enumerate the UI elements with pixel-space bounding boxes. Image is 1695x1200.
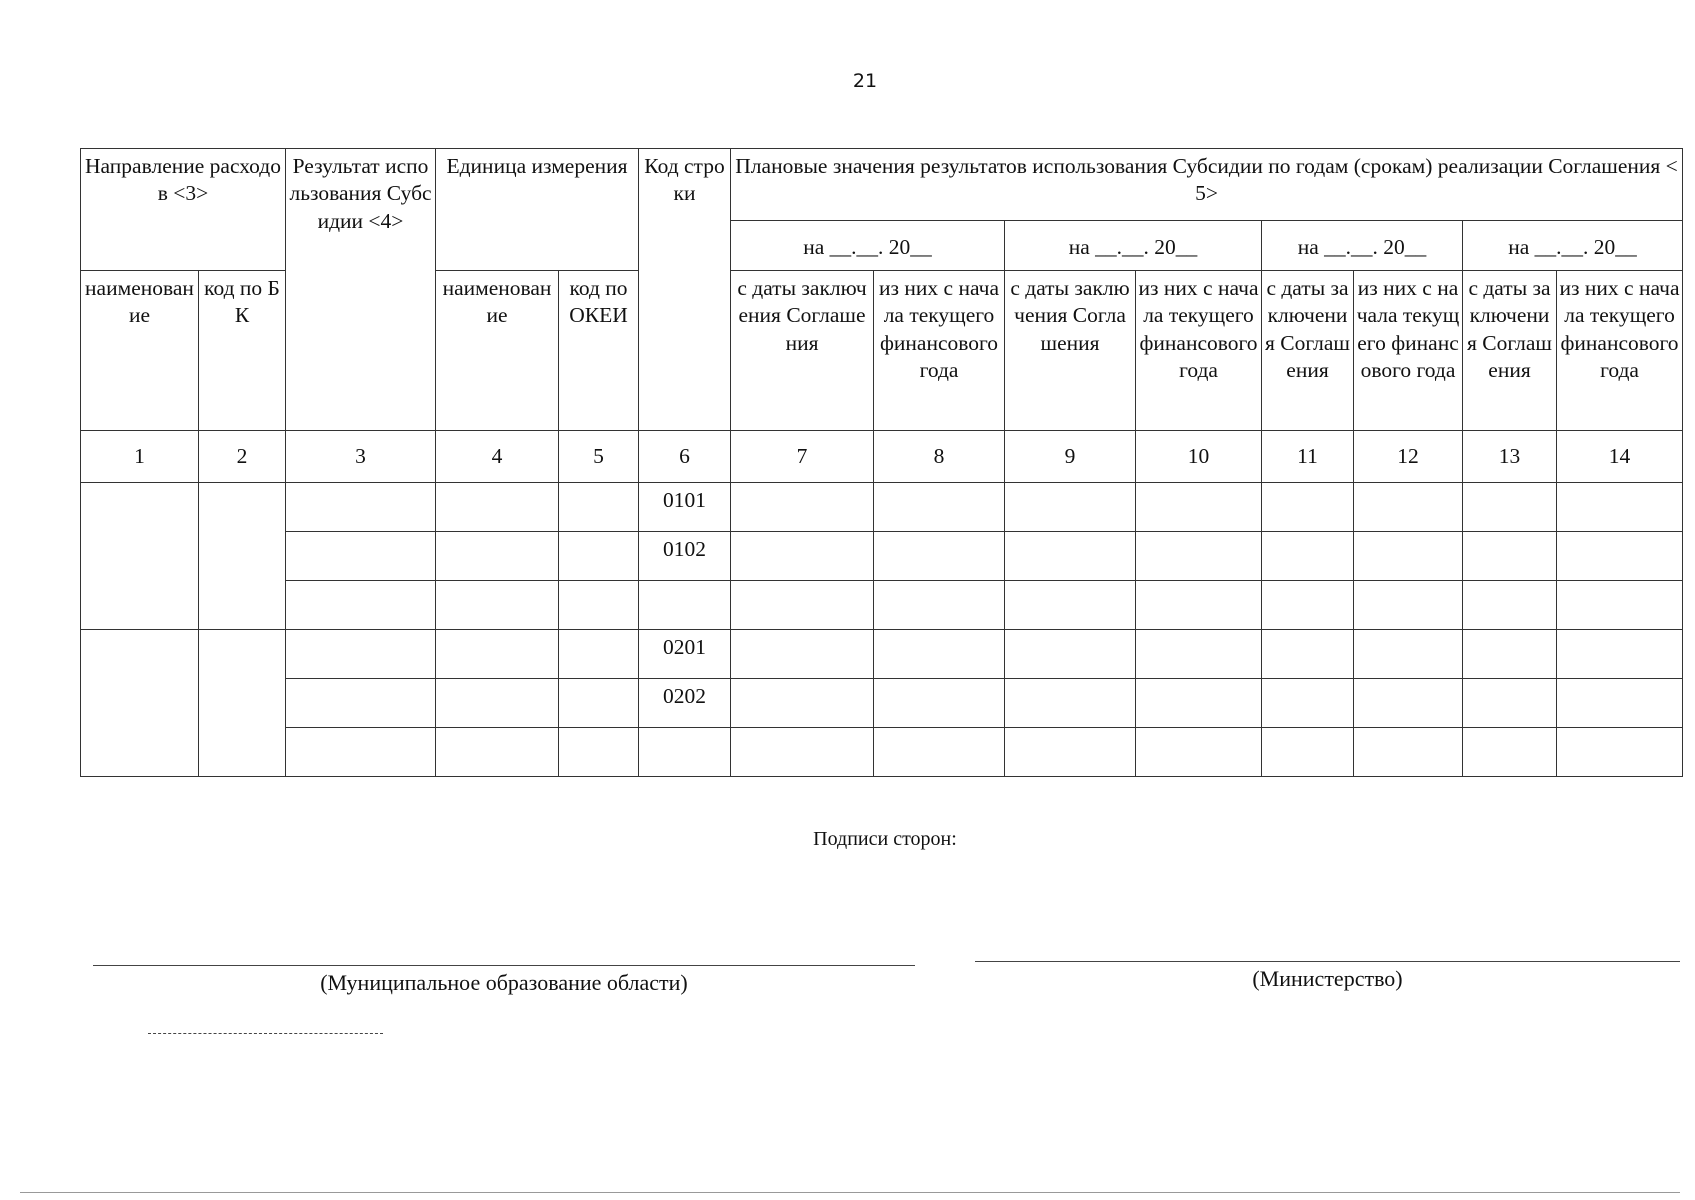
value-cell	[1354, 728, 1463, 777]
result-cell	[286, 728, 436, 777]
value-cell	[1354, 483, 1463, 532]
okei-code-cell	[559, 679, 639, 728]
value-cell	[1005, 581, 1136, 630]
header-name: наименование	[81, 271, 199, 431]
value-cell	[1136, 532, 1262, 581]
signatures-title: Подписи сторон:	[813, 828, 957, 850]
unit-name-cell	[436, 728, 559, 777]
column-number: 5	[559, 431, 639, 483]
value-cell	[1463, 581, 1557, 630]
right-signature-line	[975, 961, 1680, 962]
result-cell	[286, 630, 436, 679]
result-cell	[286, 532, 436, 581]
okei-code-cell	[559, 630, 639, 679]
column-number: 10	[1136, 431, 1262, 483]
header-since-year-3: из них с начала текущего финансового года	[1354, 271, 1463, 431]
value-cell	[1354, 679, 1463, 728]
column-number: 9	[1005, 431, 1136, 483]
value-cell	[731, 532, 874, 581]
column-number: 4	[436, 431, 559, 483]
value-cell	[1136, 630, 1262, 679]
okei-code-cell	[559, 728, 639, 777]
value-cell	[874, 581, 1005, 630]
value-cell	[731, 630, 874, 679]
header-period-2: на __.__. 20__	[1005, 221, 1262, 271]
header-direction: Направление расходов <3>	[81, 149, 286, 271]
value-cell	[1136, 581, 1262, 630]
right-signature-caption: (Министерство)	[1252, 966, 1403, 991]
value-cell	[1005, 483, 1136, 532]
value-cell	[1005, 630, 1136, 679]
value-cell	[1136, 483, 1262, 532]
value-cell	[874, 679, 1005, 728]
column-number: 1	[81, 431, 199, 483]
value-cell	[1005, 728, 1136, 777]
value-cell	[731, 679, 874, 728]
value-cell	[1262, 630, 1354, 679]
bk-code-cell	[199, 630, 286, 777]
header-since-year-4: из них с начала текущего финансового года	[1557, 271, 1683, 431]
value-cell	[1136, 679, 1262, 728]
value-cell	[1557, 532, 1683, 581]
value-cell	[1262, 728, 1354, 777]
unit-name-cell	[436, 581, 559, 630]
value-cell	[874, 728, 1005, 777]
header-from-date-1: с даты заключения Соглашения	[731, 271, 874, 431]
value-cell	[1557, 581, 1683, 630]
row-code-cell: 0102	[639, 532, 731, 581]
column-number: 11	[1262, 431, 1354, 483]
row-code-cell	[639, 728, 731, 777]
value-cell	[1354, 630, 1463, 679]
header-from-date-4: с даты заключения Соглашения	[1463, 271, 1557, 431]
okei-code-cell	[559, 483, 639, 532]
value-cell	[1136, 728, 1262, 777]
value-cell	[874, 630, 1005, 679]
header-okei-code: код по ОКЕИ	[559, 271, 639, 431]
header-since-year-1: из них с начала текущего финансового года	[874, 271, 1005, 431]
column-number: 12	[1354, 431, 1463, 483]
direction-name-cell	[81, 483, 199, 630]
value-cell	[1262, 581, 1354, 630]
column-number: 13	[1463, 431, 1557, 483]
column-number: 6	[639, 431, 731, 483]
value-cell	[731, 581, 874, 630]
unit-name-cell	[436, 630, 559, 679]
header-unit: Единица измерения	[436, 149, 639, 271]
value-cell	[1354, 581, 1463, 630]
value-cell	[874, 483, 1005, 532]
left-signature-line	[93, 965, 915, 966]
value-cell	[1463, 728, 1557, 777]
value-cell	[731, 483, 874, 532]
value-cell	[1262, 679, 1354, 728]
value-cell	[1557, 679, 1683, 728]
header-unit-name: наименование	[436, 271, 559, 431]
page-number: 21	[852, 70, 878, 92]
column-number: 2	[199, 431, 286, 483]
planned-values-table	[80, 148, 1683, 777]
value-cell	[1354, 532, 1463, 581]
left-signature-caption: (Муниципальное образование области)	[320, 970, 688, 995]
value-cell	[1557, 483, 1683, 532]
value-cell	[1005, 532, 1136, 581]
column-number: 14	[1557, 431, 1683, 483]
footnote-separator	[148, 1033, 383, 1034]
result-cell	[286, 483, 436, 532]
value-cell	[1463, 483, 1557, 532]
value-cell	[1557, 630, 1683, 679]
value-cell	[1557, 728, 1683, 777]
value-cell	[874, 532, 1005, 581]
header-bk-code: код по БК	[199, 271, 286, 431]
page-bottom-rule	[20, 1192, 1680, 1193]
header-result: Результат использования Субсидии <4>	[286, 149, 436, 431]
header-period-1: на __.__. 20__	[731, 221, 1005, 271]
value-cell	[1463, 532, 1557, 581]
value-cell	[731, 728, 874, 777]
direction-name-cell	[81, 630, 199, 777]
header-period-4: на __.__. 20__	[1463, 221, 1683, 271]
okei-code-cell	[559, 581, 639, 630]
value-cell	[1005, 679, 1136, 728]
header-planned-values: Плановые значения результатов использования Субсидии по годам (срокам) реализации Соглашения <5>	[731, 149, 1683, 221]
unit-name-cell	[436, 679, 559, 728]
header-row-code: Код строки	[639, 149, 731, 431]
value-cell	[1262, 483, 1354, 532]
row-code-cell: 0202	[639, 679, 731, 728]
okei-code-cell	[559, 532, 639, 581]
header-period-3: на __.__. 20__	[1262, 221, 1463, 271]
row-code-cell: 0101	[639, 483, 731, 532]
column-number: 3	[286, 431, 436, 483]
unit-name-cell	[436, 483, 559, 532]
bk-code-cell	[199, 483, 286, 630]
row-code-cell	[639, 581, 731, 630]
row-code-cell: 0201	[639, 630, 731, 679]
unit-name-cell	[436, 532, 559, 581]
value-cell	[1463, 679, 1557, 728]
result-cell	[286, 581, 436, 630]
column-number: 7	[731, 431, 874, 483]
header-since-year-2: из них с начала текущего финансового года	[1136, 271, 1262, 431]
result-cell	[286, 679, 436, 728]
value-cell	[1463, 630, 1557, 679]
value-cell	[1262, 532, 1354, 581]
header-from-date-2: с даты заключения Соглашения	[1005, 271, 1136, 431]
column-number: 8	[874, 431, 1005, 483]
header-from-date-3: с даты заключения Соглашения	[1262, 271, 1354, 431]
